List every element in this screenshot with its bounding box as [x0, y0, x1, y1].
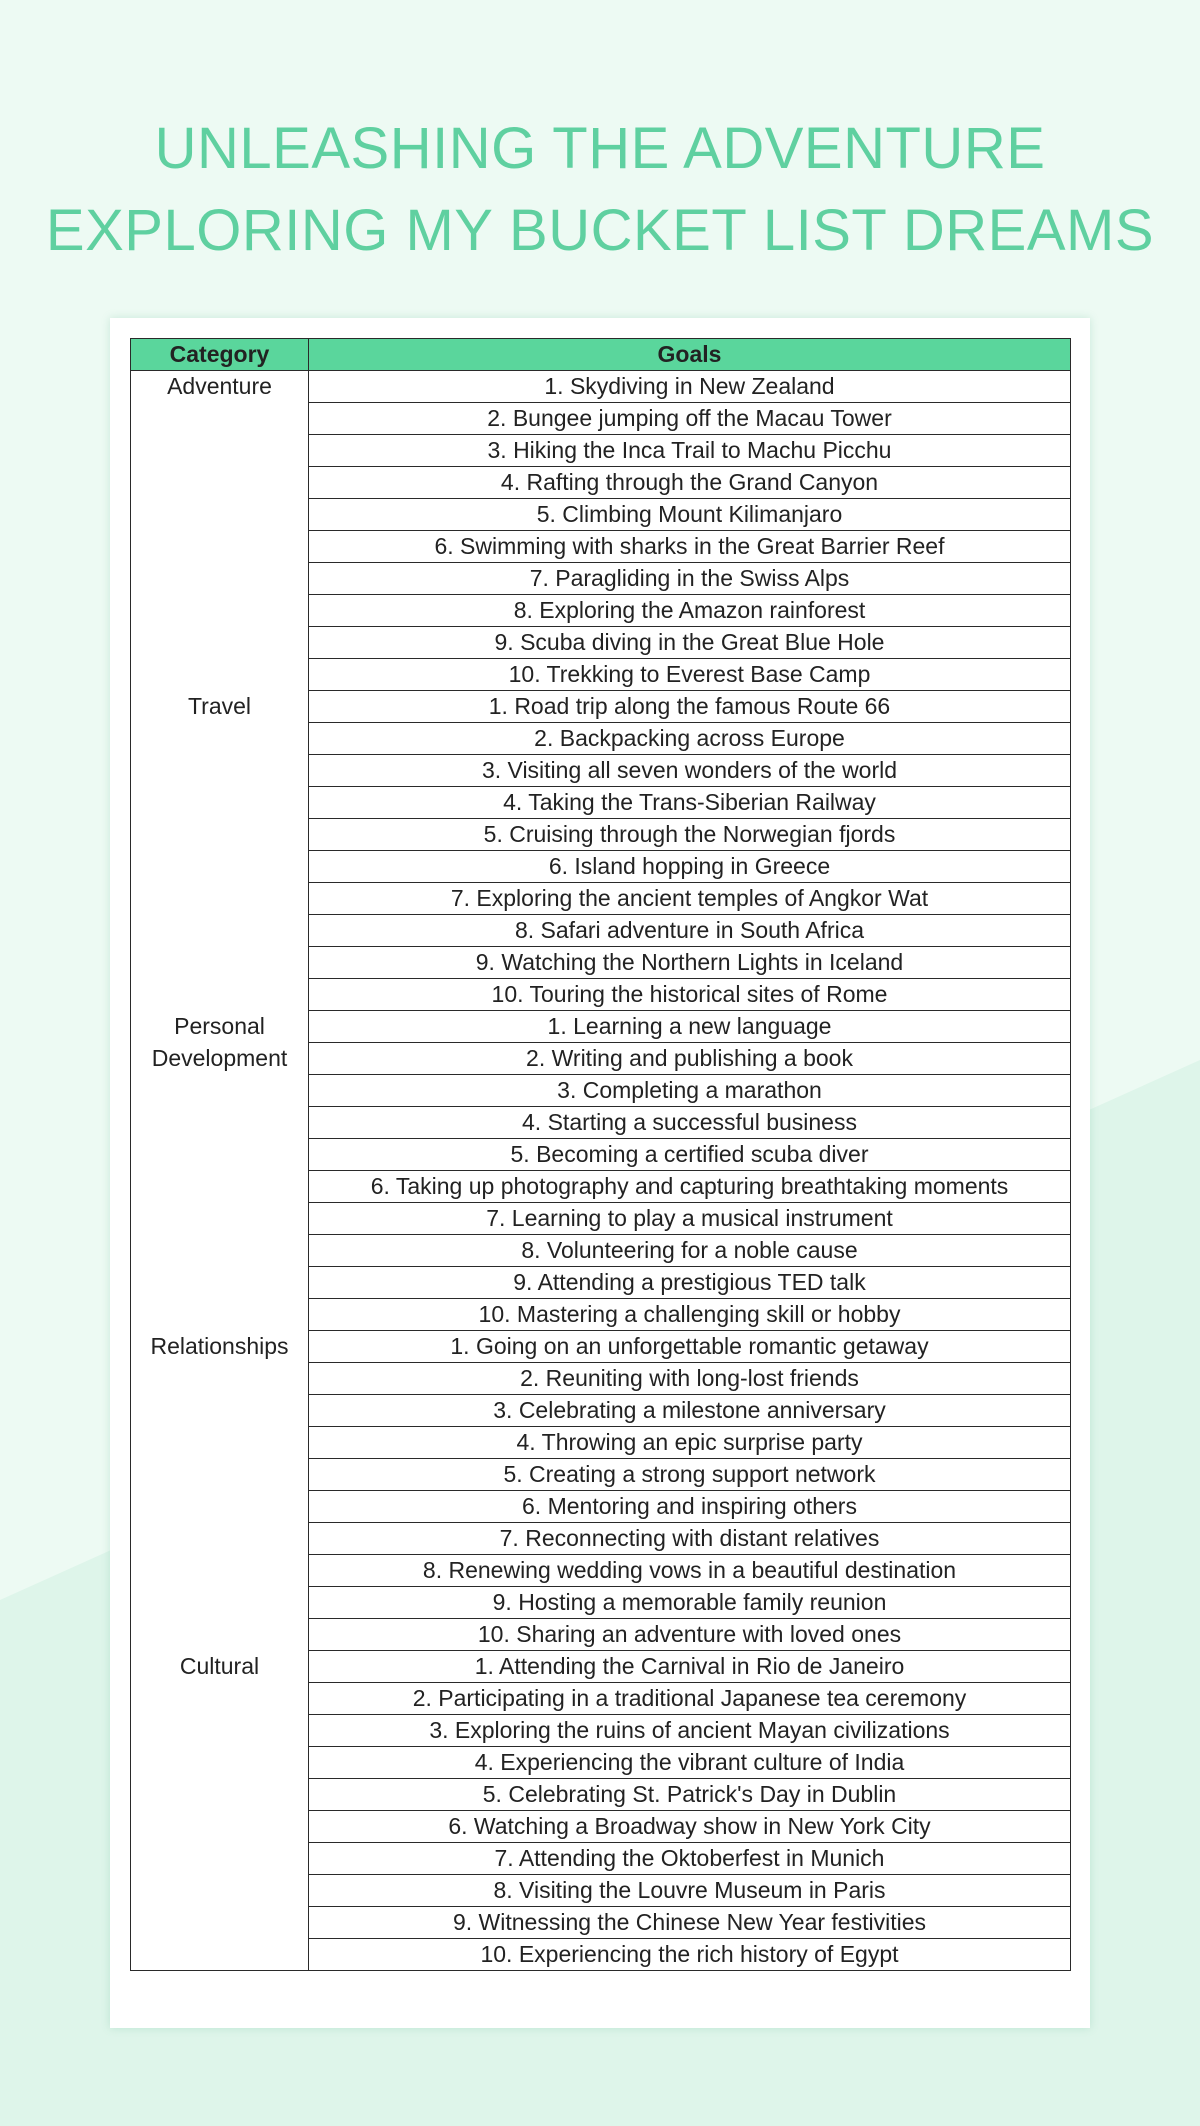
goal-cell: 4. Rafting through the Grand Canyon: [309, 467, 1071, 499]
bucket-list-sheet: [110, 318, 1090, 2028]
goal-cell: 10. Touring the historical sites of Rome: [309, 979, 1071, 1011]
goal-cell: 6. Island hopping in Greece: [309, 851, 1071, 883]
goal-cell: 4. Starting a successful business: [309, 1107, 1071, 1139]
category-cell: Relationships: [131, 1331, 309, 1363]
category-cell: [131, 1395, 309, 1427]
goal-cell: 2. Backpacking across Europe: [309, 723, 1071, 755]
goal-cell: 2. Reuniting with long-lost friends: [309, 1363, 1071, 1395]
goal-cell: 9. Attending a prestigious TED talk: [309, 1267, 1071, 1299]
table-row: [131, 563, 1071, 595]
goal-cell: 7. Learning to play a musical instrument: [309, 1203, 1071, 1235]
goal-cell: 10. Experiencing the rich history of Egypt: [309, 1939, 1071, 1971]
table-row: [131, 595, 1071, 627]
bucket-list-table: [130, 338, 1071, 1971]
goal-cell: 3. Hiking the Inca Trail to Machu Picchu: [309, 435, 1071, 467]
category-cell: [131, 1107, 309, 1139]
category-cell: [131, 1843, 309, 1875]
table-row: [131, 1619, 1071, 1651]
goal-cell: 8. Renewing wedding vows in a beautiful destination: [309, 1555, 1071, 1587]
goal-cell: 6. Swimming with sharks in the Great Barrier Reef: [309, 531, 1071, 563]
category-cell: [131, 435, 309, 467]
goal-cell: 6. Taking up photography and capturing breathtaking moments: [309, 1171, 1071, 1203]
category-cell: [131, 1523, 309, 1555]
category-cell: Cultural: [131, 1651, 309, 1683]
goal-cell: 2. Writing and publishing a book: [309, 1043, 1071, 1075]
table-row: [131, 1523, 1071, 1555]
category-cell: [131, 1907, 309, 1939]
page-title-line-2: EXPLORING MY BUCKET LIST DREAMS: [45, 198, 1155, 263]
category-cell: [131, 1171, 309, 1203]
category-cell: [131, 787, 309, 819]
category-cell: [131, 1587, 309, 1619]
table-row: [131, 787, 1071, 819]
table-row: [131, 531, 1071, 563]
goal-cell: 5. Celebrating St. Patrick's Day in Dublin: [309, 1779, 1071, 1811]
table-row: [131, 1587, 1071, 1619]
category-cell: [131, 1299, 309, 1331]
table-row: [131, 1331, 1071, 1363]
goal-cell: 1. Learning a new language: [309, 1011, 1071, 1043]
goal-cell: 1. Attending the Carnival in Rio de Janeiro: [309, 1651, 1071, 1683]
table-row: [131, 1139, 1071, 1171]
table-row: [131, 1427, 1071, 1459]
goal-cell: 1. Road trip along the famous Route 66: [309, 691, 1071, 723]
goal-cell: 5. Cruising through the Norwegian fjords: [309, 819, 1071, 851]
category-cell: [131, 1491, 309, 1523]
category-cell: [131, 1139, 309, 1171]
category-cell: [131, 1235, 309, 1267]
table-row: [131, 883, 1071, 915]
goal-cell: 1. Going on an unforgettable romantic getaway: [309, 1331, 1071, 1363]
category-cell: [131, 1715, 309, 1747]
table-row: [131, 755, 1071, 787]
goal-cell: 7. Exploring the ancient temples of Angkor Wat: [309, 883, 1071, 915]
category-cell: Personal: [131, 1011, 309, 1043]
table-row: [131, 691, 1071, 723]
category-cell: [131, 1779, 309, 1811]
category-cell: [131, 755, 309, 787]
category-cell: [131, 1683, 309, 1715]
category-cell: [131, 467, 309, 499]
category-cell: [131, 979, 309, 1011]
category-cell: Adventure: [131, 371, 309, 403]
category-cell: [131, 851, 309, 883]
category-cell: [131, 627, 309, 659]
table-row: [131, 851, 1071, 883]
table-row: [131, 627, 1071, 659]
table-row: [131, 979, 1071, 1011]
category-cell: [131, 947, 309, 979]
goal-cell: 7. Paragliding in the Swiss Alps: [309, 563, 1071, 595]
table-row: [131, 947, 1071, 979]
category-cell: [131, 1203, 309, 1235]
goal-cell: 6. Mentoring and inspiring others: [309, 1491, 1071, 1523]
goal-cell: 2. Bungee jumping off the Macau Tower: [309, 403, 1071, 435]
table-row: [131, 1459, 1071, 1491]
table-row: [131, 659, 1071, 691]
goal-cell: 8. Volunteering for a noble cause: [309, 1235, 1071, 1267]
table-row: [131, 1075, 1071, 1107]
category-cell: [131, 595, 309, 627]
table-row: [131, 435, 1071, 467]
category-cell: [131, 1939, 309, 1971]
category-cell: [131, 1619, 309, 1651]
category-cell: [131, 531, 309, 563]
goal-cell: 7. Attending the Oktoberfest in Munich: [309, 1843, 1071, 1875]
goal-cell: 5. Creating a strong support network: [309, 1459, 1071, 1491]
goal-cell: 5. Becoming a certified scuba diver: [309, 1139, 1071, 1171]
category-cell: Development: [131, 1043, 309, 1075]
table-row: [131, 1875, 1071, 1907]
table-row: [131, 1491, 1071, 1523]
category-cell: [131, 1427, 309, 1459]
goals-column-header: Goals: [309, 339, 1071, 371]
table-row: [131, 1395, 1071, 1427]
table-row: [131, 1363, 1071, 1395]
table-row: [131, 915, 1071, 947]
table-row: [131, 1683, 1071, 1715]
category-cell: [131, 1075, 309, 1107]
table-row: [131, 499, 1071, 531]
goal-cell: 9. Hosting a memorable family reunion: [309, 1587, 1071, 1619]
goal-cell: 3. Completing a marathon: [309, 1075, 1071, 1107]
goal-cell: 9. Witnessing the Chinese New Year festivities: [309, 1907, 1071, 1939]
goal-cell: 10. Trekking to Everest Base Camp: [309, 659, 1071, 691]
goal-cell: 3. Visiting all seven wonders of the world: [309, 755, 1071, 787]
goal-cell: 4. Experiencing the vibrant culture of India: [309, 1747, 1071, 1779]
category-cell: [131, 1875, 309, 1907]
goal-cell: 9. Scuba diving in the Great Blue Hole: [309, 627, 1071, 659]
table-row: [131, 403, 1071, 435]
table-row: [131, 1939, 1071, 1971]
table-row: [131, 1267, 1071, 1299]
table-header-row: [131, 339, 1071, 371]
goal-cell: 10. Mastering a challenging skill or hobby: [309, 1299, 1071, 1331]
category-cell: [131, 1267, 309, 1299]
category-cell: [131, 403, 309, 435]
table-row: [131, 1203, 1071, 1235]
page-title-line-1: UNLEASHING THE ADVENTURE: [154, 116, 1046, 181]
table-row: [131, 1235, 1071, 1267]
category-cell: [131, 1747, 309, 1779]
category-cell: [131, 819, 309, 851]
category-cell: [131, 1459, 309, 1491]
goal-cell: 6. Watching a Broadway show in New York City: [309, 1811, 1071, 1843]
table-row: [131, 371, 1071, 403]
category-cell: [131, 883, 309, 915]
table-row: [131, 1747, 1071, 1779]
table-row: [131, 1555, 1071, 1587]
table-row: [131, 1107, 1071, 1139]
goal-cell: 8. Safari adventure in South Africa: [309, 915, 1071, 947]
table-row: [131, 1907, 1071, 1939]
table-row: [131, 1299, 1071, 1331]
goal-cell: 3. Exploring the ruins of ancient Mayan civilizations: [309, 1715, 1071, 1747]
goal-cell: 7. Reconnecting with distant relatives: [309, 1523, 1071, 1555]
table-row: [131, 819, 1071, 851]
category-cell: [131, 563, 309, 595]
table-row: [131, 1043, 1071, 1075]
category-cell: [131, 915, 309, 947]
table-row: [131, 1171, 1071, 1203]
goal-cell: 8. Exploring the Amazon rainforest: [309, 595, 1071, 627]
category-cell: [131, 1555, 309, 1587]
goal-cell: 4. Throwing an epic surprise party: [309, 1427, 1071, 1459]
table-row: [131, 1011, 1071, 1043]
goal-cell: 4. Taking the Trans-Siberian Railway: [309, 787, 1071, 819]
goal-cell: 5. Climbing Mount Kilimanjaro: [309, 499, 1071, 531]
goal-cell: 1. Skydiving in New Zealand: [309, 371, 1071, 403]
category-cell: [131, 659, 309, 691]
category-cell: Travel: [131, 691, 309, 723]
goal-cell: 10. Sharing an adventure with loved ones: [309, 1619, 1071, 1651]
goal-cell: 8. Visiting the Louvre Museum in Paris: [309, 1875, 1071, 1907]
table-row: [131, 723, 1071, 755]
category-column-header: Category: [131, 339, 309, 371]
goal-cell: 9. Watching the Northern Lights in Iceland: [309, 947, 1071, 979]
category-cell: [131, 723, 309, 755]
table-row: [131, 1715, 1071, 1747]
table-row: [131, 1843, 1071, 1875]
table-row: [131, 1779, 1071, 1811]
table-row: [131, 1651, 1071, 1683]
goal-cell: 3. Celebrating a milestone anniversary: [309, 1395, 1071, 1427]
category-cell: [131, 1363, 309, 1395]
goal-cell: 2. Participating in a traditional Japanese tea ceremony: [309, 1683, 1071, 1715]
category-cell: [131, 499, 309, 531]
table-row: [131, 1811, 1071, 1843]
category-cell: [131, 1811, 309, 1843]
table-row: [131, 467, 1071, 499]
